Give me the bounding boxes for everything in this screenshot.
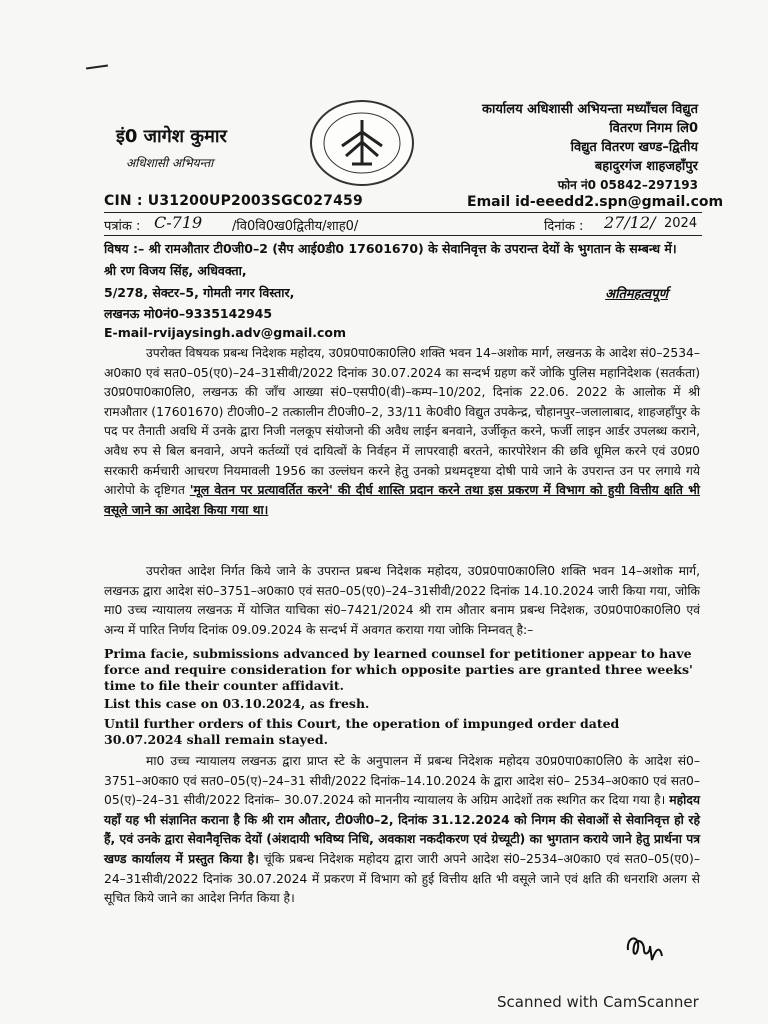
court-order-2: List this case on 03.10.2024, as fresh.	[104, 696, 370, 711]
paragraph-3-text-a: मा0 उच्च न्यायालय लखनऊ द्वारा प्राप्त स्टे के अनुपालन में प्रबन्ध निदेशक महोदय उ0प्र0पा0का0लि0 के आदेश सं0– 3751–अ0का0 एवं सत0–05(ए)–24–31 सीवी/2022 दिनांक–14.10.2024 के द्वारा आदेश सं0– 2534–अ0का0 एवं सत0–05(ए)–24–31 सीवी/2022 दिनांक– 30.07.2024 को माननीय न्यायालय के अग्रिम आदेशों तक स्थगित कर दिया गया है।	[104, 754, 700, 808]
paragraph-1-text: उपरोक्त विषयक प्रबन्ध निदेशक महोदय, उ0प्र0पा0का0लि0 शक्ति भवन 14–अशोक मार्ग, लखनऊ के आदेश सं0–2534–अ0का0 एवं सत0–05(ए0)–24–31सीवी/2022 दिनांक 30.07.2024 का सन्दर्भ ग्रहण करें जोकि पुलिस महानिदेशक (सतर्कता) उ0प्र0पा0का0लि0, लखनऊ की जाँच आख्या सं0–एसपी0(वी)–कम्प–10/202, दिनांक 22.06. 2022 के आलोक में श्री रामऔतार (17601670) टी0जी0–2 तत्कालीन टी0जी0–2, 33/11 के0वी0 विद्युत उपकेन्द्र, चौहानपुर–जलालाबाद, शाहजहाँपुर के पद पर तैनाती अवधि में उनके द्वारा निजी नलकूप संयोजनो की अवैध लाईन बनवाने, उर्जीकृत करने, फर्जी लाइन आर्डर उपलब्ध कराने, अवैध रुप से बिल बनवाने, अपने कर्तव्यों एवं दायित्वों के निर्वहन में लापरवाही बरतने, कारपोरेशन की छवि धूमिल करने एवं उ0प्र0 सरकारी कर्मचारी आचरण नियमावली 1956 का उल्लंघन करने हेतु उनको प्रथमदृष्टया दोषी पाये जाने के उपरान्त उन पर लगाये गये आरोपो के दृष्टिगत	[104, 346, 701, 498]
office-line: वितरण निगम लि0	[609, 121, 698, 136]
patrank-number: C-719	[154, 213, 203, 232]
pen-mark	[86, 64, 108, 69]
office-email: Email id-eeedd2.spn@gmail.com	[467, 194, 724, 210]
reference-line	[104, 212, 702, 236]
sender-name: इं0 जागेश कुमार	[116, 126, 227, 147]
date-year: 2024	[664, 216, 698, 231]
office-line: विद्युत वितरण खण्ड–द्वितीय	[570, 140, 698, 155]
addressee-line: लखनऊ मो0नं0–9335142945	[104, 306, 273, 321]
patrank-suffix: /वि0वि0ख0द्वितीय/शाह0/	[232, 219, 359, 234]
urgency-label: अतिमहत्वपूर्ण	[605, 287, 668, 302]
paragraph-2: उपरोक्त आदेश निर्गत किये जाने के उपरान्त प्रबन्ध निदेशक महोदय, उ0प्र0पा0का0लि0 शक्ति भवन 14–अशोक मार्ग, लखनऊ द्वारा आदेश सं0–3751–अ0का0 एवं सत0–05(ए0)–24–31सीवी/2022 दिनांक 14.10.2024 जारी किया गया, जोकि मा0 उच्च न्यायालय लखनऊ में योजित याचिका सं0–7421/2024 श्री राम औतार बनाम प्रबन्ध निदेशक, उ0प्र0पा0का0लि0 एवं अन्य में पारित निर्णय दिनांक 09.09.2024 के सन्दर्भ में अवगत कराया गया जोकि निम्नवत् है:–	[104, 564, 700, 637]
office-line: बहादुरगंज शाहजहाँपुर	[594, 159, 698, 174]
office-address	[482, 100, 698, 195]
court-order-1: Prima facie, submissions advanced by learned counsel for petitioner appear to have force and require consideration for which opposite parties are granted three weeks' time to file their counter affidavit.	[104, 646, 693, 693]
paragraph-1-emphasis: 'मूल वेतन पर प्रत्यावर्तित करने' की दीर्घ शास्ति प्रदान करने तथा इस प्रकरण में विभाग को हुयी वित्तीय क्षति भी वसूले जाने का आदेश किया गया था।	[104, 483, 700, 517]
addressee-line: श्री रण विजय सिंह, अधिवक्ता,	[104, 263, 247, 278]
paragraph-3	[104, 752, 700, 909]
court-order-3: Until further orders of this Court, the operation of impunged order dated 30.07.2024 shall remain stayed.	[104, 716, 620, 747]
sender-designation: अधिशासी अभियन्ता	[126, 156, 214, 170]
patrank-label: पत्रांक :	[104, 219, 141, 234]
paragraph-1	[104, 344, 700, 520]
paragraph-3-text-b: महोदय यहाँ यह भी संज्ञानित कराना है कि श्री राम औतार, टी0जी0–2, दिनांक 31.12.2024 को निगम की सेवाओं से सेवानिवृत्त हो रहे हैं, एवं उनके द्वारा सेवानैवृत्तिक देयों (अंशदायी भविष्य निधि, अवकाश नकदीकरण एवं ग्रेच्यूटी) का भुगतान कराये जाने हेतु प्रार्थना पत्र खण्ड कार्यालय में प्रस्तुत किया है।	[104, 793, 700, 866]
subject-line: विषय :– श्री रामऔतार टी0जी0–2 (सैप आई0डी0 17601670) के सेवानिवृत्त के उपरान्त देयों के भुगतान के सम्बन्ध में।	[104, 241, 677, 256]
office-line: कार्यालय अधिशासी अभियन्ता मध्याँचल विद्युत	[482, 102, 698, 117]
date-handwritten: 27/12/	[604, 213, 656, 232]
company-emblem-icon	[310, 100, 414, 186]
scanner-watermark: Scanned with CamScanner	[497, 993, 699, 1011]
addressee-line: 5/278, सेक्टर–5, गोमती नगर विस्तार,	[104, 285, 295, 300]
signature-icon	[620, 920, 670, 970]
date-label: दिनांक :	[544, 219, 584, 234]
cin-number: CIN : U31200UP2003SGC027459	[104, 193, 363, 209]
paragraph-3-text-c: चूंकि प्रबन्ध निदेशक महोदय द्वारा जारी अपने आदेश सं0–2534–अ0का0 एवं सत0–05(ए0)–24–31सीवी/2022 दिनांक 30.07.2024 में प्रकरण में विभाग को हुई वित्तीय क्षति भी वसूले जाने एवं क्षति की धनराशि अलग से सूचित किये जाने का आदेश निर्गत किया है।	[104, 851, 700, 906]
office-phone: फोन नं0 05842–297193	[557, 178, 698, 192]
addressee-email: E-mail-rvijaysingh.adv@gmail.com	[104, 325, 347, 340]
